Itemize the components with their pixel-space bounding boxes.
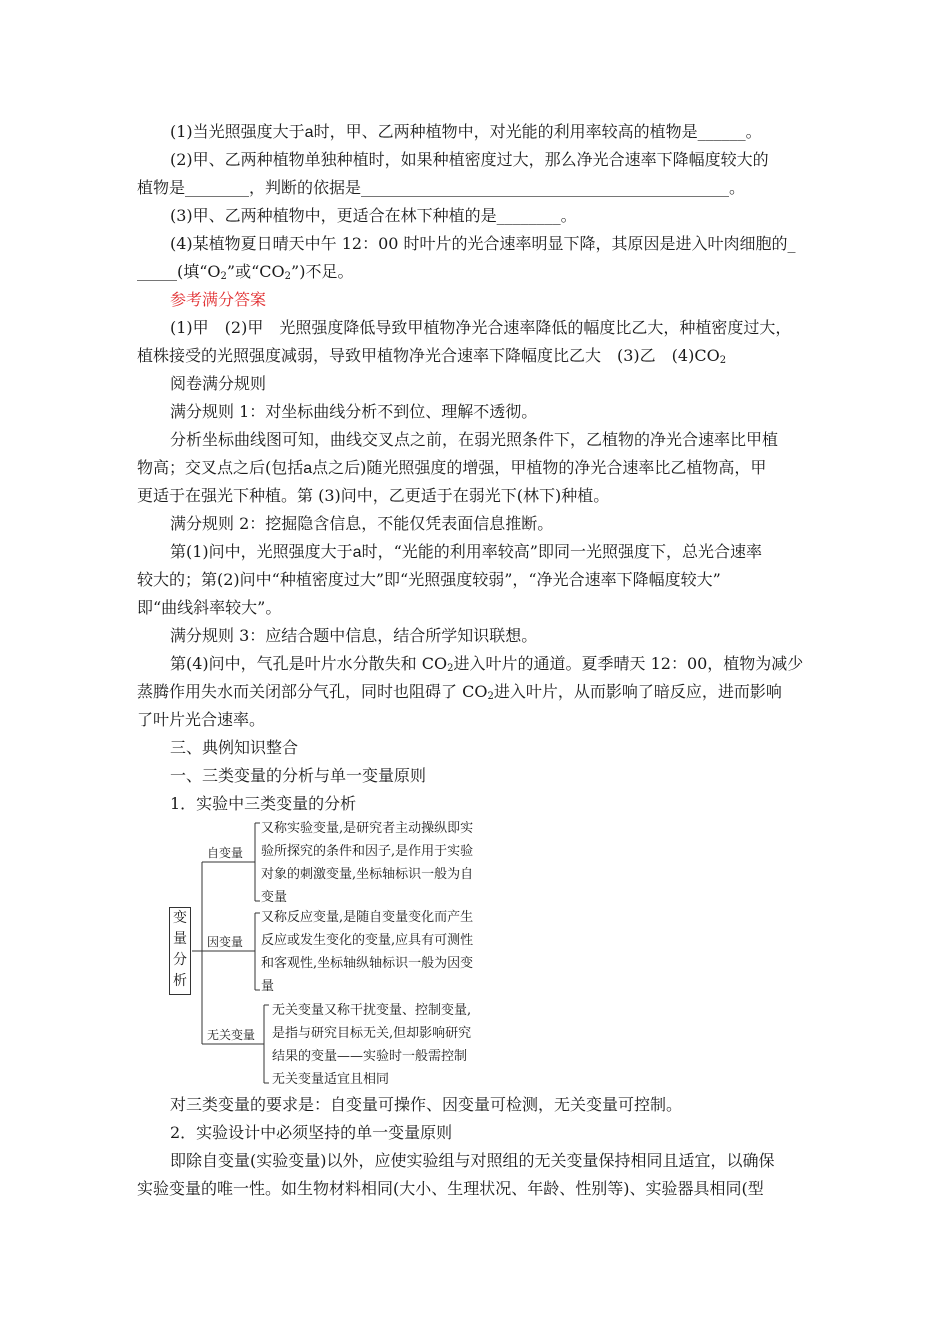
rule-2-line-3: 即“曲线斜率较大”。: [137, 598, 282, 617]
rule-1-line-2: 物高；交叉点之后(包括a点之后)随光照强度的增强，甲植物的净光合速率比乙植物高，甲: [137, 458, 767, 477]
rule-3-line-3: 了叶片光合速率。: [137, 710, 266, 729]
extraneous-variable-description: 无关变量又称干扰变量、控制变量, 是指与研究目标无关,但却影响研究 结果的变量——实验时一般需控制 无关变量适宜且相同: [272, 1003, 472, 1087]
subheading-1: 1．实验中三类变量的分析: [170, 794, 357, 813]
section-heading: 三、典例知识整合: [170, 738, 299, 757]
question-4-line-1: (4)某植物夏日晴天中午 12：00 时叶片的光合速率明显下降，其原因是进入叶肉细胞的_: [170, 234, 796, 253]
rule-3-line-1: 第(4)问中，气孔是叶片水分散失和 $CO_2$进入叶片的通道。夏季晴天 12：00，植物为减少: [170, 654, 804, 674]
rule-2-line-1: 第(1)问中，光照强度大于a时，“光能的利用率较高”即同一光照强度下，总光合速率: [170, 542, 762, 561]
question-2-line-1: (2)甲、乙两种植物单独种植时，如果种植密度过大，那么净光合速率下降幅度较大的: [170, 150, 769, 169]
dependent-variable-description: 又称反应变量,是随自变量变化而产生 反应或发生变化的变量,应具有可测性 和客观性,坐标轴纵轴标识一般为因变 量: [261, 910, 474, 994]
answer-heading: 参考满分答案: [170, 290, 267, 309]
variable-requirements: 对三类变量的要求是：自变量可操作、因变量可检测，无关变量可控制。: [170, 1095, 683, 1114]
principle-line-2: 实验变量的唯一性。如生物材料相同(大小、生理状况、年龄、性别等)、实验器具相同(型: [137, 1179, 764, 1198]
variable-analysis-label: 变 量 分 析: [169, 907, 191, 995]
rule-2-line-2: 较大的；第(2)问中“种植密度过大”即“光照强度较弱”，“净光合速率下降幅度较大”: [137, 570, 721, 589]
answer-line-2: 植株接受的光照强度减弱，导致甲植物净光合速率下降幅度比乙大 (3)乙 $(4)CO_2$: [137, 346, 727, 366]
extraneous-variable-label: 无关变量: [207, 1028, 256, 1042]
subheading-2: 2．实验设计中必须坚持的单一变量原则: [170, 1123, 453, 1142]
question-4-line-2: _____(填“$O_2$”或“$CO_2$”)不足。: [137, 262, 354, 282]
question-3: (3)甲、乙两种植物中，更适合在林下种植的是________。: [170, 206, 577, 225]
question-2-line-2: 植物是________，判断的依据是______________________________________________。: [137, 178, 746, 197]
independent-variable-description: 又称实验变量,是研究者主动操纵即实 验所探究的条件和因子,是作用于实验 对象的刺激变量,坐标轴标识一般为自 变量: [261, 821, 474, 905]
rule-2-title: 满分规则 2：挖掘隐含信息，不能仅凭表面信息推断。: [170, 514, 554, 533]
subsection-heading: 一、三类变量的分析与单一变量原则: [170, 766, 427, 785]
rule-1-line-3: 更适于在强光下种植。第 (3)问中，乙更适于在弱光下(林下)种植。: [137, 486, 610, 505]
rule-1-line-1: 分析坐标曲线图可知，曲线交叉点之前，在弱光照条件下，乙植物的净光合速率比甲植: [170, 430, 779, 449]
rules-heading: 阅卷满分规则: [170, 374, 267, 393]
rule-3-line-2: 蒸腾作用失水而关闭部分气孔，同时也阻碍了 $CO_2$进入叶片，从而影响了暗反应，进而影响: [137, 682, 782, 702]
answer-line-1: (1)甲 (2)甲 光照强度降低导致甲植物净光合速率降低的幅度比乙大，种植密度过大，: [170, 318, 792, 337]
rule-1-title: 满分规则 1：对坐标曲线分析不到位、理解不透彻。: [170, 402, 538, 421]
principle-line-1: 即除自变量(实验变量)以外，应使实验组与对照组的无关变量保持相同且适宜，以确保: [170, 1151, 775, 1170]
variable-analysis-diagram: [160, 815, 520, 1095]
question-1: (1)当光照强度大于a时，甲、乙两种植物中，对光能的利用率较高的植物是______。: [170, 122, 762, 141]
independent-variable-label: 自变量: [207, 846, 244, 860]
rule-3-title: 满分规则 3：应结合题中信息，结合所学知识联想。: [170, 626, 538, 645]
dependent-variable-label: 因变量: [207, 935, 244, 949]
